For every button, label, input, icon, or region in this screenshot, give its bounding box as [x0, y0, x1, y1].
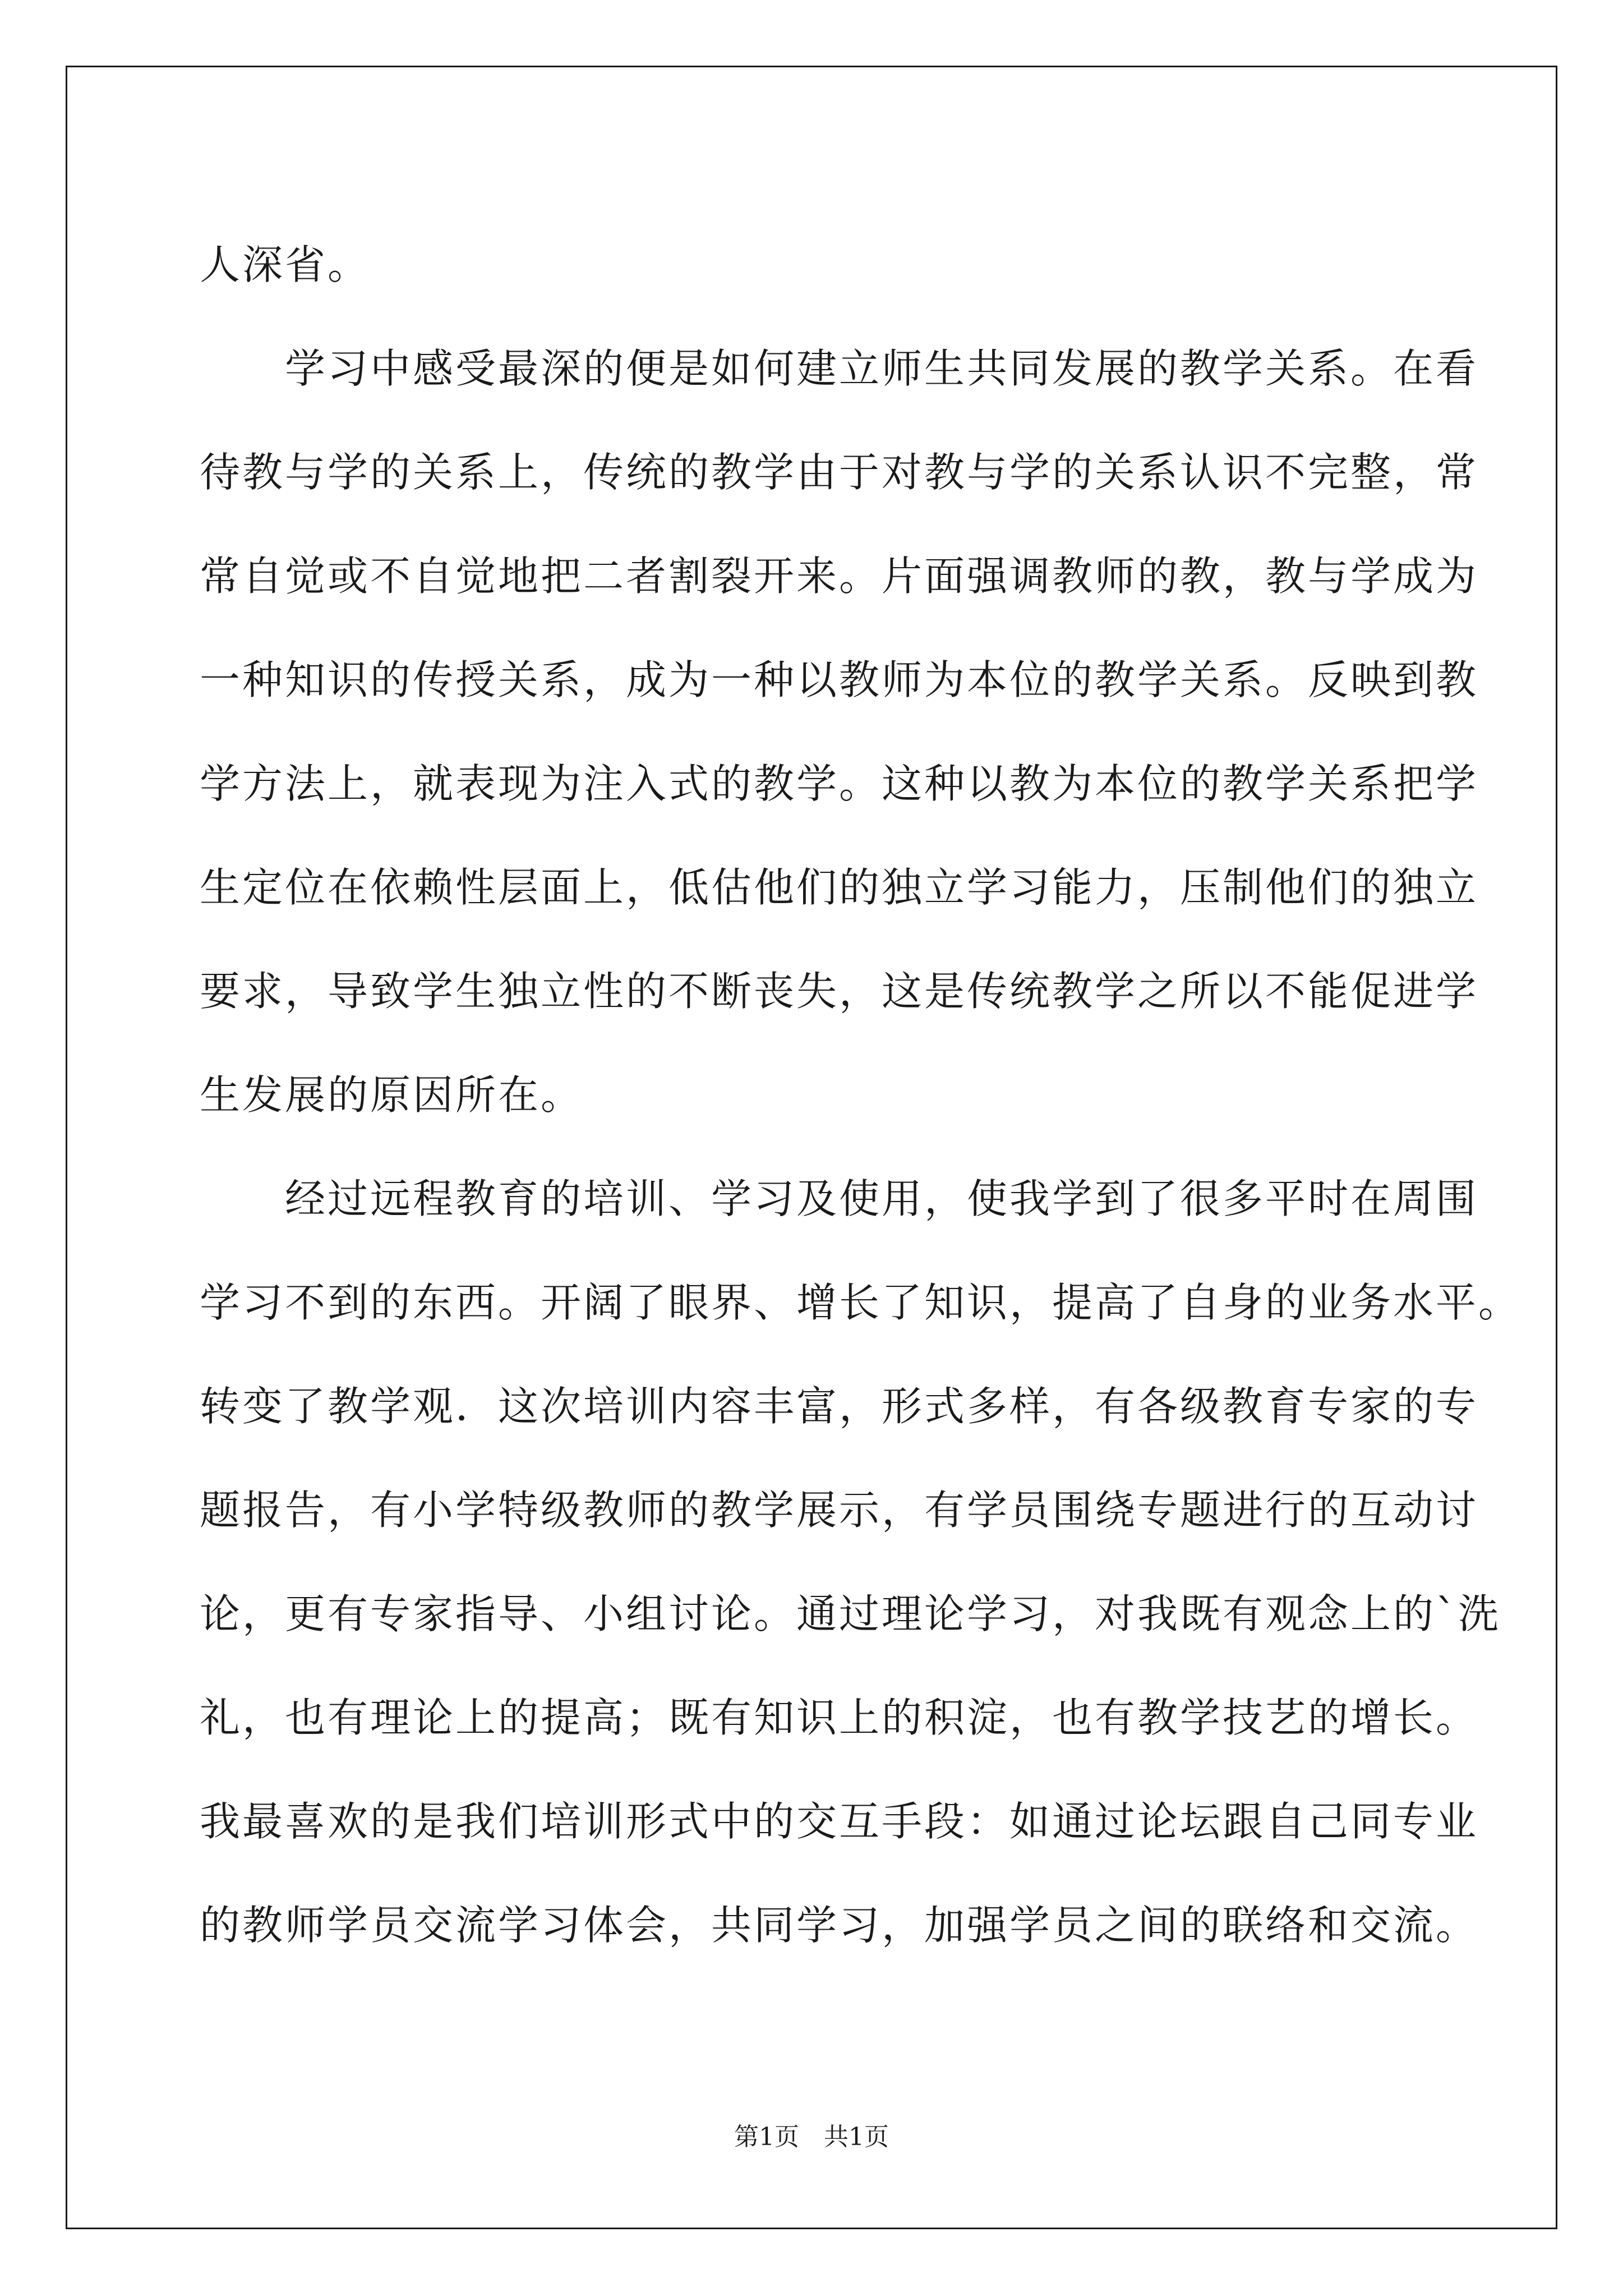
- text-line: 常自觉或不自觉地把二者割裂开来。片面强调教师的教，教与学成为: [200, 553, 1479, 600]
- text-line: 人深省。: [200, 241, 371, 288]
- text-line: 待教与学的关系上，传统的教学由于对教与学的关系认识不完整，常: [200, 449, 1479, 496]
- text-line: 要求，导致学生独立性的不断丧失，这是传统教学之所以不能促进学: [200, 968, 1479, 1015]
- text-line: 的教师学员交流学习体会，共同学习，加强学员之间的联络和交流。: [200, 1902, 1479, 1949]
- text-line: 生发展的原因所在。: [200, 1071, 584, 1119]
- page-number-label: 第1页 共1页: [734, 2123, 889, 2151]
- text-line: 论，更有专家指导、小组讨论。通过理论学习，对我既有观念上的`洗: [200, 1590, 1501, 1637]
- text-line: 转变了教学观．这次培训内容丰富，形式多样，有各级教育专家的专: [200, 1383, 1479, 1430]
- page-footer: [0, 2120, 1623, 2154]
- text-line: 学方法上，就表现为注入式的教学。这种以教为本位的教学关系把学: [200, 760, 1479, 807]
- document-body: [200, 213, 1521, 1977]
- text-line: 学习中感受最深的便是如何建立师生共同发展的教学关系。在看: [200, 345, 1479, 392]
- text-line: 礼，也有理论上的提高；既有知识上的积淀，也有教学技艺的增长。: [200, 1694, 1479, 1741]
- text-line: 生定位在依赖性层面上，低估他们的独立学习能力，压制他们的独立: [200, 864, 1479, 911]
- text-line: 学习不到的东西。开阔了眼界、增长了知识，提高了自身的业务水平。: [200, 1279, 1521, 1326]
- text-line: 题报告，有小学特级教师的教学展示，有学员围绕专题进行的互动讨: [200, 1487, 1479, 1534]
- text-line: 经过远程教育的培训、学习及使用，使我学到了很多平时在周围: [200, 1175, 1479, 1222]
- text-line: 一种知识的传授关系，成为一种以教师为本位的教学关系。反映到教: [200, 656, 1479, 703]
- text-line: 我最喜欢的是我们培训形式中的交互手段：如通过论坛跟自己同专业: [200, 1798, 1479, 1845]
